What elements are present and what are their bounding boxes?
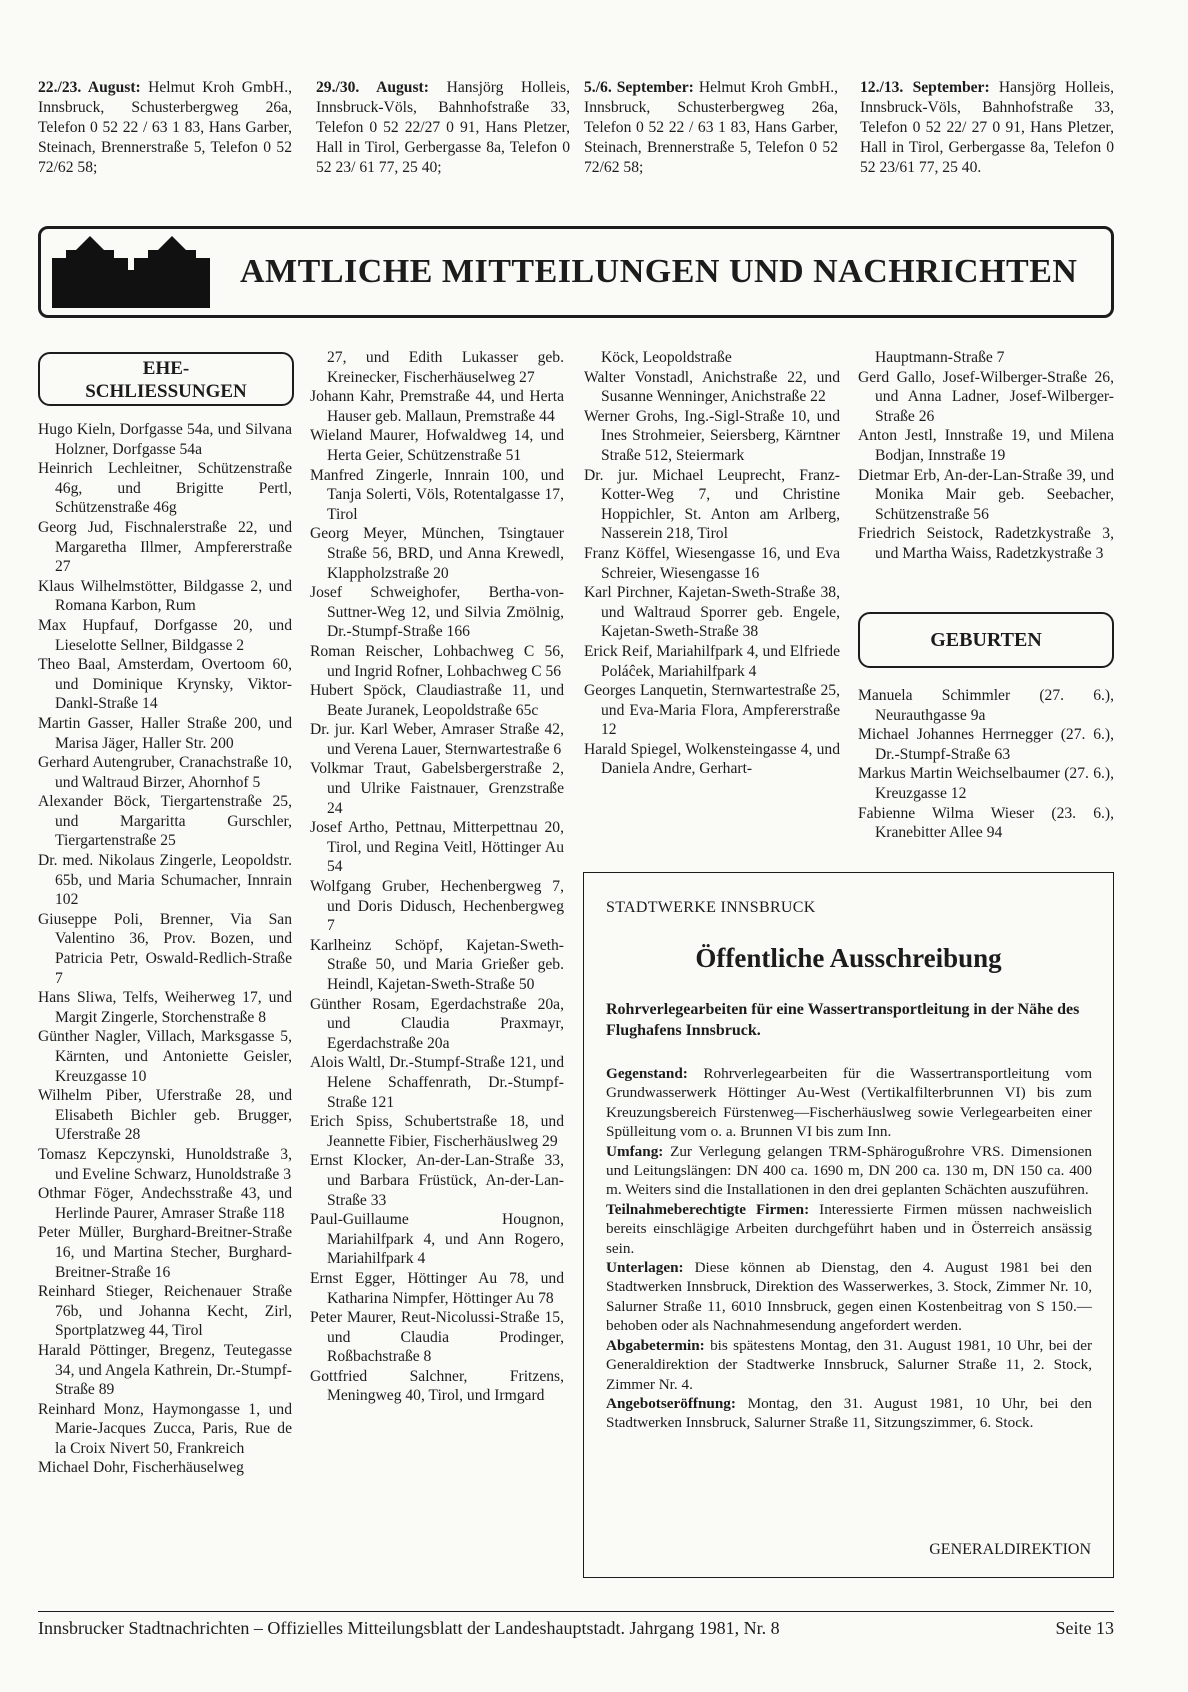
list-item: Paul-Guillaume Hougnon, Mariahilfpark 4, und Ann Rogero, Mariahilfpark 4	[310, 1211, 564, 1268]
list-item: Werner Grohs, Ing.-Sigl-Straße 10, und Ines Strohmeier, Seiersberg, Kärntner Straße 512, Steiermark	[584, 407, 840, 464]
list-item: Reinhard Stieger, Reichenauer Straße 76b, und Johanna Kecht, Zirl, Sportplatzweg 44, Tirol	[38, 1283, 292, 1340]
list-item: Martin Gasser, Haller Straße 200, und Marisa Jäger, Haller Str. 200	[38, 714, 292, 752]
list-item: Manfred Zingerle, Innrain 100, und Tanja Solerti, Völs, Rotentalgasse 17, Tirol	[310, 466, 564, 523]
list-item: Josef Artho, Pettnau, Mitterpettnau 20, Tirol, und Regina Veitl, Höttinger Au 54	[310, 819, 564, 876]
top-entry-date: 29./30. August:	[316, 79, 429, 96]
list-item: Karl Pirchner, Kajetan-Sweth-Straße 38, und Waltraud Sporrer geb. Engele, Kajetan-Sweth-Straße 38	[584, 584, 840, 641]
list-item: Klaus Wilhelmstötter, Bildgasse 2, und Romana Karbon, Rum	[38, 577, 292, 615]
list-item: Hauptmann-Straße 7	[875, 349, 1005, 366]
tender-section	[606, 1336, 1092, 1394]
tender-section-text: Diese können ab Dienstag, den 4. August 1981 bei den Stadtwerken Innsbruck, Direktion des Wasserwerkes, 3. Stock, Zimmer Nr. 10, Salurner Straße 11, 6010 Innsbruck, gegen einen Kostenbeitrag von S 150.— behoben oder als Nachnahmesendung angefordert werden.	[606, 1259, 1093, 1335]
marriages-heading-line2: SCHLIESSUNGEN	[85, 381, 247, 402]
top-entry-text: Hansjörg Holleis, Innsbruck-Völs, Bahnhofstraße 33, Telefon 0 52 22/27 0 91, Hans Pletzer, Hall in Tirol, Gerbergasse 8a, Telefon 0 52 23/ 61 77, 25 40;	[316, 79, 571, 176]
tender-section-text: bis spätestens Montag, den 31. August 1981, 10 Uhr, bei der Generaldirektion der Stadtwerke Innsbruck, Salurner Straße 11, 2. Stock, Zimmer Nr. 4.	[606, 1336, 1093, 1393]
tender-section	[606, 1394, 1092, 1433]
list-item: Gottfried Salchner, Fritzens, Meningweg 40, Tirol, und Irmgard	[310, 1367, 564, 1405]
list-item: Karlheinz Schöpf, Kajetan-Sweth-Straße 50, und Maria Grießer geb. Heindl, Kajetan-Sweth-Straße 50	[310, 936, 564, 993]
list-item: 27, und Edith Lukasser geb. Kreinecker, Fischerhäuselweg 27	[327, 349, 564, 386]
list-item: Gerd Gallo, Josef-Wilberger-Straße 26, und Anna Ladner, Josef-Wilberger-Straße 26	[858, 368, 1114, 425]
page-footer	[38, 1618, 1114, 1639]
list-item: Alois Waltl, Dr.-Stumpf-Straße 121, und Helene Schaffenrath, Dr.-Stumpf-Straße 121	[310, 1054, 564, 1111]
tender-section-label: Angebotseröffnung:	[606, 1394, 736, 1412]
marriages-heading-line1: EHE-	[142, 358, 190, 379]
list-item: Giuseppe Poli, Brenner, Via San Valentino 36, Prov. Bozen, und Patricia Petr, Oswald-Redlich-Straße 7	[38, 910, 292, 987]
list-item: Michael Johannes Herrnegger (27. 6.), Dr.-Stumpf-Straße 63	[858, 726, 1114, 763]
list-item: Manuela Schimmler (27. 6.), Neurauthgasse 9a	[858, 687, 1114, 724]
list-item: Dietmar Erb, An-der-Lan-Straße 39, und Monika Mair geb. Seebacher, Schützenstraße 56	[858, 466, 1114, 523]
list-item: Wieland Maurer, Hofwaldweg 14, und Herta Geier, Schützenstraße 51	[310, 427, 564, 464]
list-item: Wilhelm Piber, Uferstraße 28, und Elisabeth Bichler geb. Brugger, Uferstraße 28	[38, 1087, 292, 1144]
list-item: Dr. jur. Karl Weber, Amraser Straße 42, und Verena Lauer, Sternwartestraße 6	[310, 721, 564, 758]
section-title: AMTLICHE MITTEILUNGEN UND NACHRICHTEN	[240, 253, 1078, 290]
list-item: Volkmar Traut, Gabelsbergerstraße 2, und Ulrike Faistnauer, Grenzstraße 24	[310, 760, 564, 817]
list-item: Heinrich Lechleitner, Schützenstraße 46g, und Brigitte Pertl, Schützenstraße 46g	[38, 460, 292, 517]
tender-section-text: Zur Verlegung gelangen TRM-Sphärogußrohre VRS. Dimensionen und Leitungslängen: DN 400 ca. 1690 m, DN 200 ca. 130 m, DN 150 ca. 400 m. Weiters sind die Installationen in den drei geplanten Schächten auszuführen.	[606, 1142, 1092, 1199]
list-item: Günther Rosam, Egerdachstraße 20a, und Claudia Praxmayr, Egerdachstraße 20a	[310, 995, 564, 1052]
list-item: Ernst Klocker, An-der-Lan-Straße 33, und Barbara Früstück, An-der-Lan-Straße 33	[310, 1152, 564, 1209]
list-item: Harald Pöttinger, Bregenz, Teutegasse 34, und Angela Kathrein, Dr.-Stumpf-Straße 89	[38, 1341, 292, 1399]
tender-sections	[606, 1064, 1092, 1433]
list-item: Alexander Böck, Tiergartenstraße 25, und Margaritta Gurschler, Tiergartenstraße 25	[38, 793, 292, 850]
top-entry-date: 22./23. August:	[38, 79, 141, 96]
list-item: Max Hupfauf, Dorfgasse 20, und Lieselotte Sellner, Bildgasse 2	[38, 616, 292, 654]
tender-section	[606, 1142, 1092, 1200]
list-item: Anton Jestl, Innstraße 19, und Milena Bodjan, Innstraße 19	[858, 427, 1114, 464]
list-item: Georges Lanquetin, Sternwartestraße 25, und Eva-Maria Flora, Ampfererstraße 12	[584, 682, 840, 739]
footer-divider	[38, 1611, 1114, 1612]
tender-section-text: Interessierte Firmen müssen nachweislich bereits einschlägige Arbeiten durchgeführt haben und in Österreich ansässig sein.	[606, 1200, 1092, 1257]
top-entry-date: 5./6. September:	[584, 79, 694, 96]
list-item: Friedrich Seistock, Radetzkystraße 3, und Martha Waiss, Radetzkystraße 3	[858, 525, 1114, 562]
top-entry-text: Helmut Kroh GmbH., Innsbruck, Schusterbergweg 26a, Telefon 0 52 22 / 63 1 83, Hans Garber, Steinach, Brennerstraße 5, Telefon 0 52 72/62 58;	[584, 79, 838, 176]
top-entry-3	[584, 78, 838, 178]
list-item: Roman Reischer, Lohbachweg C 56, und Ingrid Rofner, Lohbachweg C 56	[310, 642, 564, 680]
list-item: Johann Kahr, Premstraße 44, und Herta Hauser geb. Mallaun, Premstraße 44	[310, 388, 564, 425]
tender-section-label: Abgabetermin:	[606, 1336, 705, 1354]
tender-section	[606, 1200, 1092, 1258]
list-item: Othmar Föger, Andechsstraße 43, und Herlinde Paurer, Amraser Straße 118	[38, 1185, 292, 1222]
tender-section-label: Gegenstand:	[606, 1065, 688, 1082]
tender-section-text: Montag, den 31. August 1981, 10 Uhr, bei den Stadtwerken Innsbruck, Salurner Straße 11, Sitzungszimmer, 6. Stock.	[606, 1394, 1092, 1432]
births-heading: GEBURTEN	[858, 612, 1114, 668]
list-item: Tomasz Kepczynski, Hunoldstraße 3, und Eveline Schwarz, Hunoldstraße 3	[38, 1145, 292, 1183]
list-item: Erich Spiss, Schubertstraße 18, und Jeannette Fibier, Fischerhäuslweg 29	[310, 1113, 564, 1150]
list-item: Theo Baal, Amsterdam, Overtoom 60, und Dominique Krynsky, Viktor-Dankl-Straße 14	[38, 656, 292, 713]
top-entry-text: Helmut Kroh GmbH., Innsbruck, Schusterbergweg 26a, Telefon 0 52 22 / 63 1 83, Hans Garber, Steinach, Brennerstraße 5, Telefon 0 52 72/62 58;	[38, 79, 292, 176]
list-item: Peter Maurer, Reut-Nicolussi-Straße 15, und Claudia Prodinger, Roßbachstraße 8	[310, 1309, 564, 1366]
tender-section	[606, 1064, 1092, 1142]
tender-section-label: Unterlagen:	[606, 1259, 684, 1277]
innsbruck-towers-logo	[52, 236, 212, 308]
list-item: Dr. jur. Michael Leuprecht, Franz-Kotter-Weg 7, und Christine Hoppichler, St. Anton am Arlberg, Nasserein 218, Tirol	[584, 466, 840, 543]
list-item: Dr. med. Nikolaus Zingerle, Leopoldstr. 65b, und Maria Schumacher, Innrain 102	[38, 852, 292, 909]
list-item: Fabienne Wilma Wieser (23. 6.), Kranebitter Allee 94	[858, 804, 1114, 842]
tender-section	[606, 1258, 1092, 1336]
list-item: Reinhard Monz, Haymongasse 1, und Marie-Jacques Zucca, Paris, Rue de la Croix Nivert 50, Frankreich	[38, 1400, 292, 1457]
top-entry-2	[316, 78, 570, 178]
marriages-column-4	[858, 348, 1114, 564]
tender-section-text: Rohrverlegearbeiten für die Wassertransportleitung vom Grundwasserwerk Höttinger Au-West (Vertikalfilterbrunnen VI) bis zum Kreuzungsbereich Fürstenweg—Fischerhäuslweg sowie Verlegearbeiten einer Spülleitung vom o. a. Brunnen VI bis zum Inn.	[606, 1065, 1093, 1141]
page-number: Seite 13	[1055, 1618, 1114, 1638]
tender-subtitle: Rohrverlegearbeiten für eine Wassertransportleitung in der Nähe des Flughafens Innsbruck.	[606, 1001, 1080, 1039]
tender-section-label: Teilnahmeberechtigte Firmen:	[606, 1200, 810, 1218]
list-item: Köck, Leopoldstraße	[601, 349, 732, 366]
top-entry-1	[38, 78, 292, 178]
list-item: Georg Meyer, München, Tsingtauer Straße 56, BRD, und Anna Krewedl, Klappholzstraße 20	[310, 525, 564, 582]
list-item: Josef Schweighofer, Bertha-von-Suttner-Weg 12, und Silvia Zmölnig, Dr.-Stumpf-Straße 166	[310, 584, 564, 641]
top-entry-text: Hansjörg Holleis, Innsbruck-Völs, Bahnhofstraße 33, Telefon 0 52 22/ 27 0 91, Hans Pletzer, Hall in Tirol, Gerbergasse 8a, Telefon 0 52 23/61 77, 25 40.	[860, 79, 1115, 176]
marriages-column-2	[310, 348, 564, 1406]
footer-publication: Innsbrucker Stadtnachrichten – Offizielles Mitteilungsblatt der Landeshauptstadt. Jahrgang 1981, Nr. 8	[38, 1618, 780, 1638]
marriages-column-3	[584, 348, 840, 779]
list-item: Günther Nagler, Villach, Marksgasse 5, Kärnten, und Antoniette Geisler, Kreuzgasse 10	[38, 1028, 292, 1085]
list-item: Hubert Spöck, Claudiastraße 11, und Beate Juranek, Leopoldstraße 65c	[310, 682, 564, 719]
top-entry-4	[860, 78, 1114, 178]
births-list	[858, 686, 1114, 843]
marriages-column-1	[38, 420, 292, 1478]
list-item: Georg Jud, Fischnalerstraße 22, und Margaretha Illmer, Ampfererstraße 27	[38, 518, 292, 576]
tender-signature: GENERALDIREKTION	[929, 1541, 1091, 1558]
tender-notice	[583, 872, 1114, 1578]
top-entry-date: 12./13. September:	[860, 79, 990, 96]
tender-organization: STADTWERKE INNSBRUCK	[606, 899, 816, 916]
list-item: Ernst Egger, Höttinger Au 78, und Katharina Nimpfer, Höttinger Au 78	[310, 1269, 564, 1307]
tender-section-label: Umfang:	[606, 1142, 664, 1160]
list-item: Gerhard Autengruber, Cranachstraße 10, und Waltraud Birzer, Ahornhof 5	[38, 754, 292, 791]
list-item: Wolfgang Gruber, Hechenbergweg 7, und Doris Didusch, Hechenbergweg 7	[310, 878, 564, 935]
list-item: Michael Dohr, Fischerhäuselweg	[38, 1459, 244, 1477]
tender-title: Öffentliche Ausschreibung	[695, 943, 1002, 973]
list-item: Erick Reif, Mariahilfpark 4, und Elfriede Poláĉek, Mariahilfpark 4	[584, 642, 840, 680]
list-item: Walter Vonstadl, Anichstraße 22, und Susanne Wenninger, Anichstraße 22	[584, 368, 840, 406]
list-item: Franz Köffel, Wiesengasse 16, und Eva Schreier, Wiesengasse 16	[584, 544, 840, 582]
marriages-heading	[38, 352, 294, 406]
list-item: Hans Sliwa, Telfs, Weiherweg 17, und Margit Zingerle, Storchenstraße 8	[38, 989, 292, 1026]
list-item: Markus Martin Weichselbaumer (27. 6.), Kreuzgasse 12	[858, 765, 1114, 802]
list-item: Harald Spiegel, Wolkensteingasse 4, und Daniela Andre, Gerhart-	[584, 740, 840, 778]
list-item: Peter Müller, Burghard-Breitner-Straße 16, und Martina Stecher, Burghard-Breitner-Straße 16	[38, 1224, 292, 1281]
list-item: Hugo Kieln, Dorfgasse 54a, und Silvana Holzner, Dorfgasse 54a	[38, 421, 292, 458]
